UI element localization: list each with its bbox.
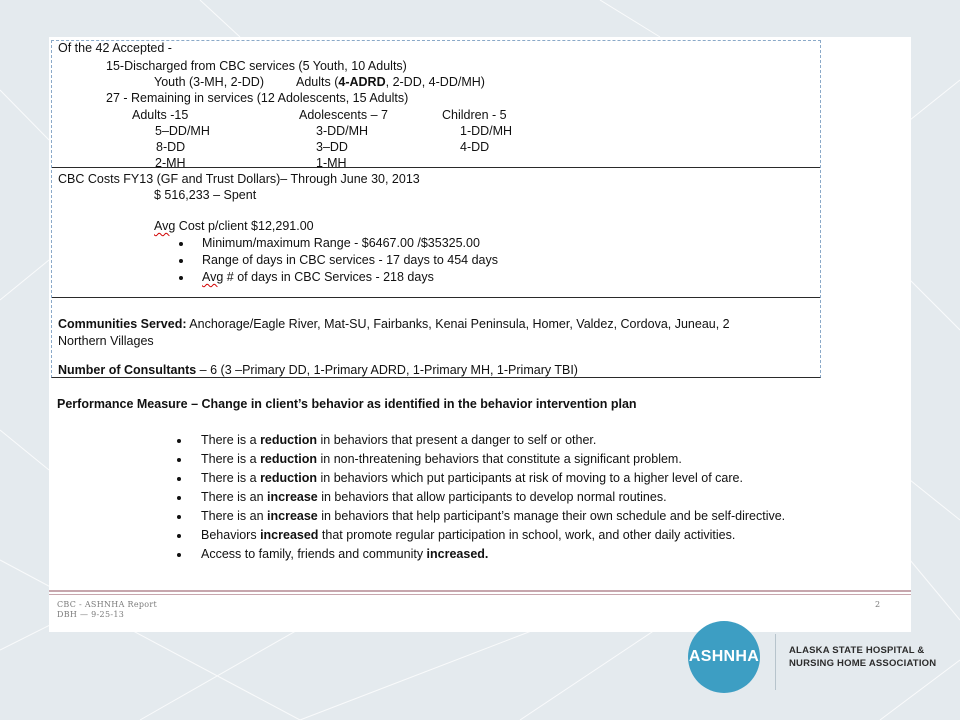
discharged-line: 15-Discharged from CBC services (5 Youth, 10 Adults): [106, 59, 407, 73]
cbc-costs-line: CBC Costs FY13 (GF and Trust Dollars)– Through June 30, 2013: [58, 172, 420, 186]
footer-date: DBH — 9-25-13: [57, 610, 125, 619]
section-divider: [52, 167, 820, 168]
spent-line: $ 516,233 – Spent: [154, 188, 257, 202]
adults-item: 5–DD/MH: [155, 124, 210, 138]
bullet-dot: [177, 496, 181, 500]
list-item: There is an increase in behaviors that allow participants to develop normal routines.: [201, 490, 667, 504]
youth-breakdown: Youth (3-MH, 2-DD): [154, 75, 264, 89]
logo-name-line2: NURSING HOME ASSOCIATION: [789, 658, 937, 669]
bullet-dot: [179, 276, 183, 280]
footer-report-name: CBC - ASHNHA Report: [57, 600, 158, 609]
adolescents-heading: Adolescents – 7: [299, 108, 388, 122]
avg-cost-line: Avg Cost p/client $12,291.00: [154, 219, 314, 233]
logo-divider: [775, 634, 776, 690]
bullet-dot: [179, 259, 183, 263]
cost-range-item: Minimum/maximum Range - $6467.00 /$35325.00: [202, 236, 480, 250]
communities-line-cont: Northern Villages: [58, 334, 154, 348]
summary-box: [51, 40, 821, 378]
adults-item: 2-MH: [155, 156, 186, 170]
children-item: 1-DD/MH: [460, 124, 513, 138]
communities-line: Communities Served: Anchorage/Eagle River, Mat-SU, Fairbanks, Kenai Peninsula, Homer, Valdez, Cordova, Juneau, 2: [58, 317, 730, 331]
adolescents-item: 1-MH: [316, 156, 347, 170]
accepted-line: Of the 42 Accepted -: [58, 41, 172, 55]
children-item: 4-DD: [460, 140, 490, 154]
bullet-dot: [177, 458, 181, 462]
logo-abbreviation: ASHNHA: [688, 648, 760, 665]
ashnha-logo: [688, 621, 760, 693]
adults-breakdown: Adults (4-ADRD, 2-DD, 4-DD/MH): [296, 75, 485, 89]
children-heading: Children - 5: [442, 108, 507, 122]
list-item: There is a reduction in non-threatening behaviors that constitute a significant problem.: [201, 452, 682, 466]
list-item: Behaviors increased that promote regular participation in school, work, and other daily activities.: [201, 528, 736, 542]
bullet-dot: [177, 477, 181, 481]
adolescents-item: 3-DD/MH: [316, 124, 369, 138]
bullet-dot: [177, 439, 181, 443]
adolescents-item: 3–DD: [316, 140, 348, 154]
days-range-item: Range of days in CBC services - 17 days to 454 days: [202, 253, 498, 267]
performance-heading: Performance Measure – Change in client’s behavior as identified in the behavior intervention plan: [57, 397, 637, 411]
list-item: Access to family, friends and community increased.: [201, 547, 489, 561]
section-divider: [52, 297, 820, 298]
document-page: [49, 37, 911, 632]
avg-days-item: Avg # of days in CBC Services - 218 days: [202, 270, 434, 284]
bullet-dot: [179, 242, 183, 246]
list-item: There is a reduction in behaviors which put participants at risk of moving to a higher level of care.: [201, 471, 743, 485]
footer-rule: [49, 594, 911, 595]
bullet-dot: [177, 515, 181, 519]
list-item: There is an increase in behaviors that help participant’s manage their own schedule and be self-directive.: [201, 509, 786, 523]
adults-heading: Adults -15: [132, 108, 189, 122]
list-item: There is a reduction in behaviors that present a danger to self or other.: [201, 433, 597, 447]
logo-name-line1: ALASKA STATE HOSPITAL &: [789, 645, 925, 656]
bullet-dot: [177, 534, 181, 538]
consultants-line: Number of Consultants – 6 (3 –Primary DD, 1-Primary ADRD, 1-Primary MH, 1-Primary TBI): [58, 363, 578, 377]
remaining-line: 27 - Remaining in services (12 Adolescents, 15 Adults): [106, 91, 409, 105]
page-number: 2: [875, 600, 881, 609]
bullet-dot: [177, 553, 181, 557]
adults-item: 8-DD: [156, 140, 186, 154]
footer-rule: [49, 590, 911, 592]
